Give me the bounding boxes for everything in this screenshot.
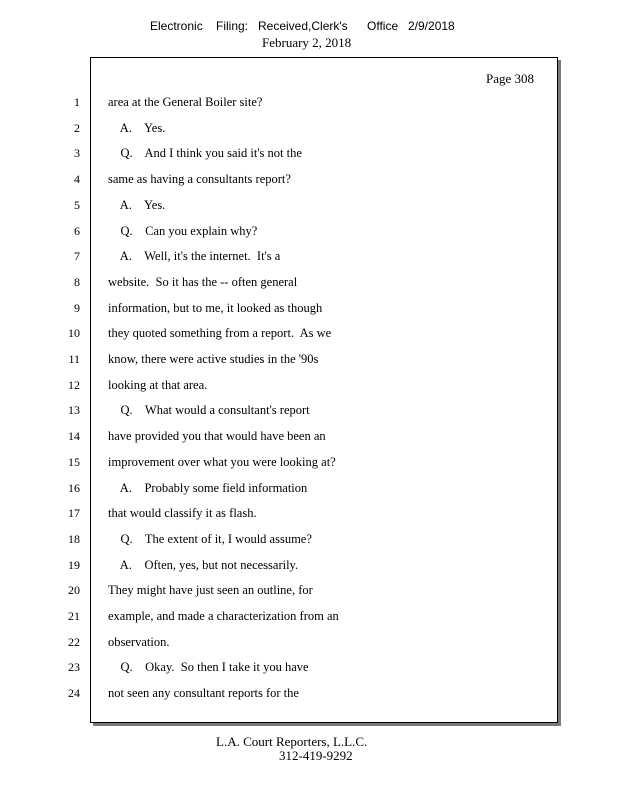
transcript-line: Q. The extent of it, I would assume? <box>108 532 312 546</box>
transcript-line: A. Often, yes, but not necessarily. <box>108 558 299 572</box>
transcript-line: They might have just seen an outline, for <box>108 583 313 597</box>
line-number: 18 <box>68 532 80 546</box>
line-number: 17 <box>68 506 80 520</box>
transcript-line: area at the General Boiler site? <box>108 95 263 109</box>
line-number: 11 <box>68 352 80 366</box>
line-number: 5 <box>74 198 80 212</box>
transcript-line: that would classify it as flash. <box>108 506 257 520</box>
line-number: 1 <box>74 95 80 109</box>
line-number: 6 <box>74 224 80 238</box>
transcript-line: improvement over what you were looking at? <box>108 455 336 469</box>
line-number: 8 <box>74 275 80 289</box>
line-number: 19 <box>68 558 80 572</box>
transcript-line: have provided you that would have been an <box>108 429 326 443</box>
document-date: February 2, 2018 <box>262 35 352 50</box>
line-number: 13 <box>68 403 80 417</box>
line-number: 12 <box>68 378 80 392</box>
filing-label-filing: Filing: <box>216 19 249 33</box>
transcript-line: they quoted something from a report. As we <box>108 326 332 340</box>
transcript-line: Q. Can you explain why? <box>108 224 258 238</box>
transcript-line: example, and made a characterization from an <box>108 609 339 623</box>
line-number: 14 <box>68 429 80 443</box>
line-number: 20 <box>68 583 80 597</box>
transcript-line: not seen any consultant reports for the <box>108 686 299 700</box>
line-number: 10 <box>68 326 80 340</box>
transcript-line: observation. <box>108 635 170 649</box>
line-number: 24 <box>68 686 80 700</box>
footer-phone: 312-419-9292 <box>279 748 353 763</box>
transcript-line: A. Probably some field information <box>108 481 308 495</box>
line-number: 22 <box>68 635 80 649</box>
filing-label-office: Office <box>367 19 399 33</box>
line-number: 16 <box>68 481 80 495</box>
transcript-line: Q. And I think you said it's not the <box>108 146 302 160</box>
line-number: 15 <box>68 455 80 469</box>
transcript-line: information, but to me, it looked as though <box>108 301 323 315</box>
filing-label-electronic: Electronic <box>150 19 203 33</box>
line-number: 4 <box>74 172 80 186</box>
line-number: 3 <box>74 146 80 160</box>
transcript-line: A. Well, it's the internet. It's a <box>108 249 281 263</box>
transcript-line: looking at that area. <box>108 378 208 392</box>
filing-label-received: Received,Clerk's <box>258 19 348 33</box>
transcript-line: A. Yes. <box>108 121 166 135</box>
electronic-filing-header <box>0 19 618 35</box>
footer-phone-line <box>0 748 618 764</box>
page-number: Page 308 <box>485 71 534 86</box>
line-number: 9 <box>74 301 80 315</box>
footer-company: L.A. Court Reporters, L.L.C. <box>216 734 368 749</box>
line-number: 7 <box>74 249 80 263</box>
line-number: 2 <box>74 121 80 135</box>
transcript-line: Q. Okay. So then I take it you have <box>108 660 309 674</box>
transcript-line: same as having a consultants report? <box>108 172 291 186</box>
line-number: 23 <box>68 660 80 674</box>
filing-date: 2/9/2018 <box>408 19 455 33</box>
transcript-line: know, there were active studies in the '90s <box>108 352 319 366</box>
transcript-line: website. So it has the -- often general <box>108 275 298 289</box>
line-number: 21 <box>68 609 80 623</box>
transcript-line: Q. What would a consultant's report <box>108 403 310 417</box>
transcript-line: A. Yes. <box>108 198 166 212</box>
